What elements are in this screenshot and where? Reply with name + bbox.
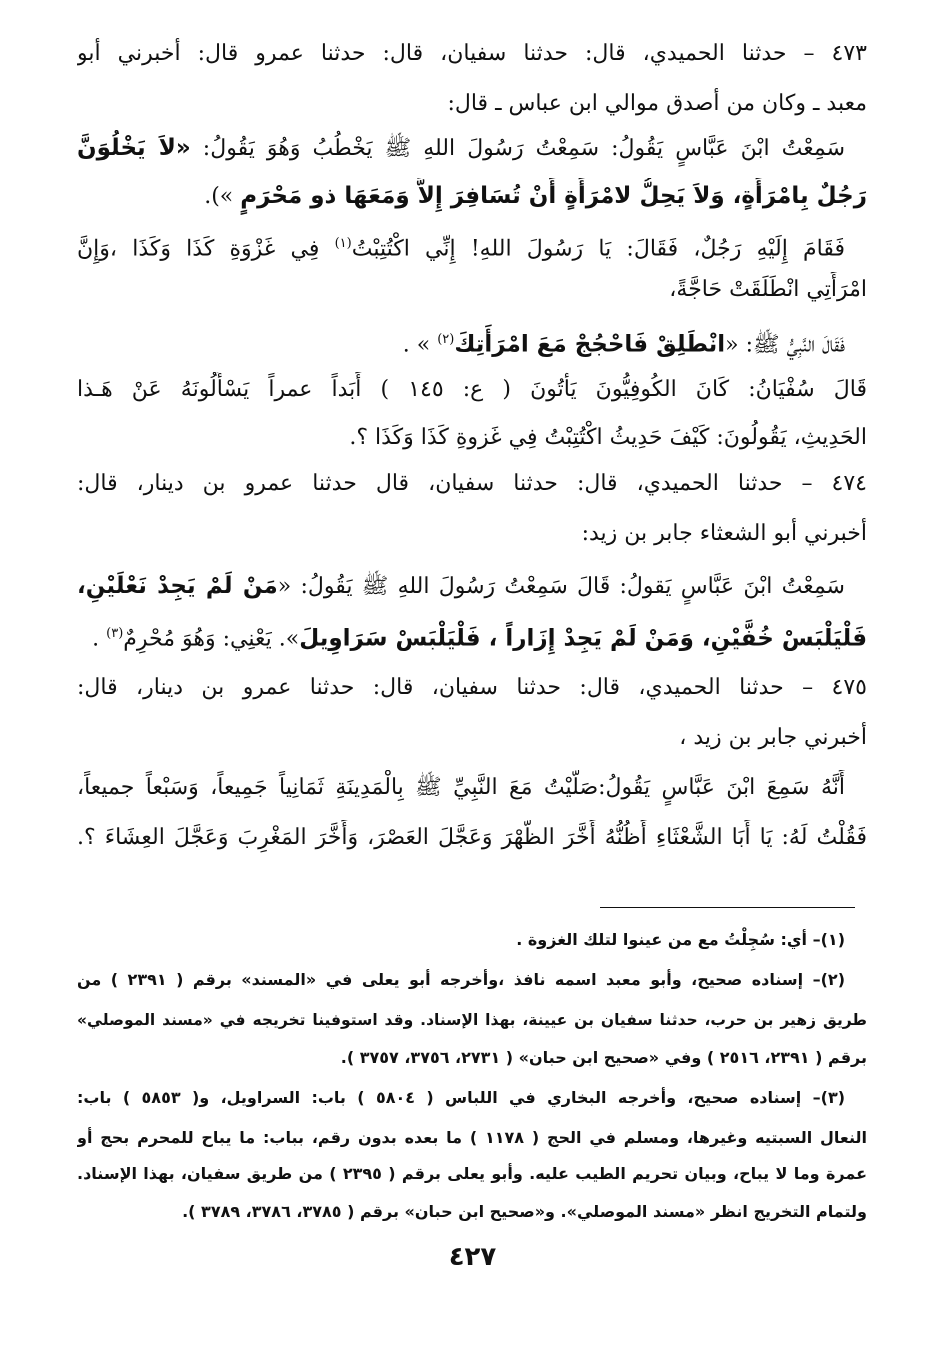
hadith-473-matn-text: سَمِعْتُ ابْنَ عَبَّاسٍ يَقُولُ: سَمِعْتُ رَسُولَ اللهِ ﷺ يَخْطُبُ وَهُوَ يَقُولُ:	[190, 136, 845, 161]
hadith-475-isnad-text: أخبرني جابر بن زيد ،	[679, 725, 867, 750]
footnote-2-text: برقم ( ٢٣٩١، ٢٥١٦ ) وفي «صحيح ابن حبان» ( ٢٧٣١، ٣٧٥٦، ٣٧٥٧ ).	[340, 1048, 867, 1067]
hadith-473-isnad-text: ٤٧٣ – حدثنا الحميدي، قال: حدثنا سفيان، قال: حدثنا عمرو قال: أخبرني أبو	[77, 41, 867, 66]
hadith-474-isnad-line-2	[77, 516, 867, 552]
footnote-ref-2[interactable]: (٢)	[437, 332, 455, 347]
hadith-473-matn-line-4	[77, 272, 867, 308]
hadith-473-matn-line-3	[77, 226, 845, 267]
prophetic-quote: انْطَلِقْ فَاحْجُجْ مَعَ امْرَأَتِكَ	[454, 331, 726, 358]
hadith-475-isnad-line-2	[77, 720, 867, 756]
hadith-473-matn-text: فَقَالَ النَّبِيُّ ﷺ: «	[725, 332, 845, 358]
hadith-473-isnad-text: معبد ـ وكان من أصدق موالي ابن عباس ـ قال:	[447, 91, 867, 116]
footnote-3-line-2	[77, 1124, 867, 1152]
hadith-473-isnad-line-1	[77, 36, 867, 72]
sufyan-comment-text: قَالَ سُفْيَانُ: كَانَ الكُوفِيُّونَ يَأْتُونَ ( ع: ١٤٥ ) أَبَداً عمراً يَسْأَلُونَهُ عَنْ هَـذا	[77, 377, 867, 402]
footnote-2-text: (٢)– إسناده صحيح، وأبو معبد اسمه نافذ ،وأخرجه أبو يعلى في «المسند» برقم ( ٢٣٩١ ) من	[77, 970, 845, 989]
footnote-2-text: طريق زهير بن حرب، حدثنا سفيان بن عيينة، بهذا الإسناد. وقد استوفينا تخريجه في «مسند الموصلي»	[77, 1011, 867, 1029]
footnote-3-line-3	[77, 1160, 867, 1188]
footnote-3-line-4	[77, 1198, 867, 1226]
hadith-474-isnad-text: أخبرني أبو الشعثاء جابر بن زيد:	[581, 521, 867, 546]
footnote-ref-1[interactable]: (١)	[334, 236, 352, 251]
hadith-474-matn-text: سَمِعْتُ ابْنَ عَبَّاسٍ يَقولُ: قَالَ سَمِعْتُ رَسُولَ اللهِ ﷺ يَقُولُ: «	[277, 574, 845, 599]
hadith-475-isnad-text: ٤٧٥ – حدثنا الحميدي، قال: حدثنا سفيان، قال: حدثنا عمرو بن دينار، قال:	[77, 675, 867, 700]
hadith-473-comment-line-1	[77, 372, 867, 408]
footnote-separator	[600, 907, 855, 908]
hadith-473-comment-line-2	[77, 420, 867, 456]
page-number: ٤٢٧	[448, 1242, 497, 1272]
hadith-475-isnad-line-1	[77, 670, 867, 706]
prophetic-quote: «لاَ يَخْلُوَنَّ	[77, 135, 191, 161]
footnote-3-text: عمرة وما لا يباح، وبيان تحريم الطيب عليه. وأبو يعلى برقم ( ٢٣٩٥ ) من طريق سفيان، بهذا الإسناد.	[77, 1164, 867, 1183]
hadith-474-matn-text: ». يَعْنِي: وَهُوَ مُحْرِمٌ	[123, 626, 300, 652]
hadith-473-matn-text: فِي غَزْوَةِ كَذَا وَكَذَا ،وَإِنَّ	[77, 236, 335, 262]
hadith-474-matn-line-2	[77, 616, 867, 657]
hadith-474-isnad-line-1	[77, 466, 867, 502]
sufyan-comment-text: الحَدِيثِ، يَقُولُونَ: كَيْفَ حَدِيثُ اكْتُتِبْتُ فِي غَزوةِ كَذَا وَكَذَا ؟.	[349, 425, 867, 450]
hadith-473-matn-text: امْرَأَتِي انْطَلَقَتْ حَاجَّةً،	[669, 277, 867, 302]
prophetic-quote: رَجُلٌ بِامْرَأَةٍ، وَلاَ يَحِلُّ لامْرَأَةٍ أَنْ تُسَافِرَ إِلاَّ وَمَعَهَا ذو مَحْرَمٍ	[240, 183, 867, 209]
footnote-2-line-2	[77, 1006, 867, 1034]
quote-close: »).	[204, 184, 241, 209]
hadith-473-matn-line-1	[77, 130, 845, 167]
hadith-473-isnad-line-2	[77, 86, 867, 122]
footnote-1	[77, 926, 845, 954]
footnote-1-text: (١)– أي: سُجِلْتُ مع من عينوا لتلك الغزوة .	[516, 930, 845, 949]
prophetic-quote: مَنْ لَمْ يَجِدْ نَعْلَيْنِ،	[77, 573, 278, 599]
footnote-3-text: (٣)– إسناده صحيح، وأخرجه البخاري في اللباس ( ٥٨٠٤ ) باب: السراويل، و( ٥٨٥٣ ) باب:	[77, 1088, 845, 1107]
footnote-ref-3[interactable]: (٣)	[106, 626, 124, 641]
footnote-2-line-1	[77, 966, 845, 994]
hadith-473-matn-text: فَقَامَ إِلَيْهِ رَجُلٌ، فَقَالَ: يَا رَسُولَ اللهِ! إِنِّي اكْتُتِبْتُ	[351, 236, 845, 262]
hadith-475-matn-line-2	[77, 820, 867, 856]
hadith-475-matn-text: أَنَّهُ سَمِعَ ابْنَ عَبَّاسٍ يَقُولُ:صَلَّيْتُ مَعَ النَّبِيِّ ﷺ بِالْمَدِينَةِ ثَمَانِياً جَمِيعاً، وَسَبْعاً جميعاً،	[77, 775, 845, 800]
footnote-3-text: النعال السبتيه وغيرها، ومسلم في الحج ( ١١٧٨ ) ما بعده بدون رقم، بباب: ما يباح للمحرم بحج أو	[77, 1128, 867, 1147]
hadith-473-matn-line-5	[77, 322, 845, 363]
hadith-474-matn-text: .	[92, 626, 107, 652]
footnote-3-line-1	[77, 1084, 845, 1112]
hadith-474-isnad-text: ٤٧٤ – حدثنا الحميدي، قال: حدثنا سفيان، قال حدثنا عمرو بن دينار، قال:	[77, 471, 867, 496]
footnote-3-text: ولتمام التخريج انظر «مسند الموصلي». و«صحيح ابن حبان» برقم ( ٣٧٨٥، ٣٧٨٦، ٣٧٨٩ ).	[182, 1202, 867, 1221]
prophetic-quote: فَلْيَلْبَسْ خُفَّيْنِ، وَمَنْ لَمْ يَجِدْ إِزَاراً ، فَلْيَلْبَسْ سَرَاوِيلَ	[299, 625, 867, 652]
hadith-475-matn-text: فَقُلْتُ لَهُ: يَا أَبَا الشَّعْثَاءِ أَظُنُّهُ أَخَّرَ الظُّهْرَ وَعَجَّلَ العَصْرَ، وَأَخَّرَ المَغْرِبَ وَعَجَّلَ العِشَاءَ ؟.	[77, 825, 867, 850]
hadith-473-matn-line-2	[77, 178, 867, 215]
hadith-475-matn-line-1	[77, 770, 845, 806]
quote-close: » .	[402, 332, 438, 358]
footnote-2-line-3	[77, 1044, 867, 1072]
hadith-474-matn-line-1	[77, 568, 845, 605]
